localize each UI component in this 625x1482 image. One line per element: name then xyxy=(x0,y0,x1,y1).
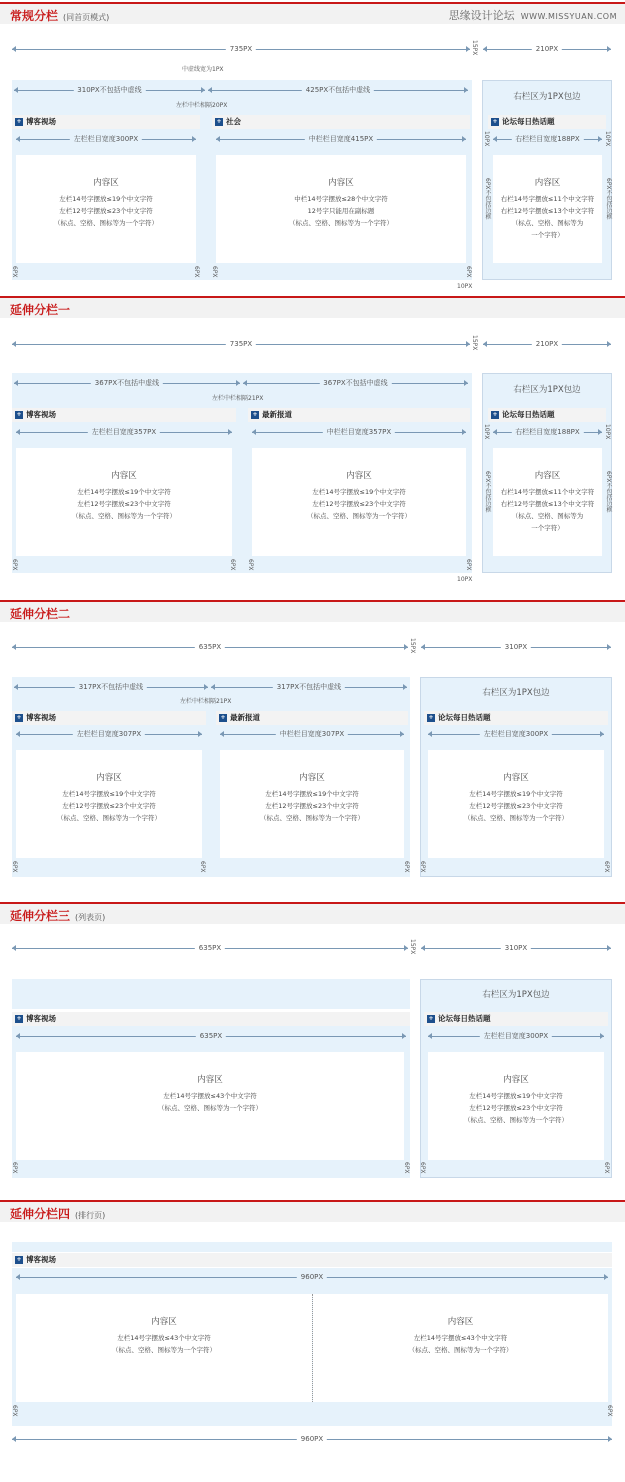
right-margin-note: 6PX不包括边框 xyxy=(484,178,491,220)
px6-label: 6PX xyxy=(603,1162,610,1174)
px6-label: 6PX xyxy=(11,861,18,873)
dim-317: 317PX不包括中虚线 xyxy=(14,683,208,692)
section-title: 延伸分栏一 xyxy=(10,303,71,317)
dim-735: 735PX xyxy=(12,340,470,349)
section-title: 常规分栏 (同首页模式) xyxy=(10,9,110,23)
dim-box3-width: 右栏栏目宽度188PX xyxy=(493,428,602,437)
plus-icon: + xyxy=(216,118,222,125)
gap-note: 左栏中栏相隔21PX xyxy=(180,698,232,705)
right-box-title: 右栏区为1PX包边 xyxy=(482,688,550,698)
plus-icon: + xyxy=(220,714,226,721)
plus-icon: + xyxy=(428,714,434,721)
px10-vlabel: 10PX xyxy=(604,131,611,147)
dim-635: 635PX xyxy=(12,944,408,953)
dim-box1-width: 左栏栏目宽度300PX xyxy=(16,135,196,144)
s4-box3-titlebar: + 论坛每日热话题 xyxy=(424,1012,608,1026)
right-margin-note: 6PX不包括边框 xyxy=(484,471,491,513)
section-header-ext2 xyxy=(0,600,625,622)
section-subtitle: (列表页) xyxy=(75,913,106,922)
px10-vlabel: 10PX xyxy=(483,424,490,440)
dim-735: 735PX xyxy=(12,45,470,54)
plus-icon: + xyxy=(492,411,498,418)
plus-icon: + xyxy=(252,411,258,418)
s3-box3-content: 内容区 左栏14号字摆放≤19个中文字符 左栏12号字摆放≤23个中文字符 （标点、空格、图标等为一个字符） xyxy=(428,750,604,858)
plus-icon: + xyxy=(16,118,22,125)
px10-label: 10PX xyxy=(457,283,473,290)
px6-label: 6PX xyxy=(403,1162,410,1174)
dim-box1-width: 左栏栏目宽度307PX xyxy=(16,730,202,739)
px10-label: 10PX xyxy=(457,576,473,583)
dim-310: 310PX xyxy=(421,944,611,953)
section-title: 延伸分栏二 xyxy=(10,607,71,621)
s3-box1-titlebar: + 博客视场 xyxy=(12,711,206,725)
dim-960: 960PX xyxy=(16,1273,608,1282)
dim-15-label: 15PX xyxy=(409,638,416,654)
plus-icon: + xyxy=(16,1015,22,1022)
px6-label: 6PX xyxy=(603,861,610,873)
s4-box1-titlebar: + 博客视场 xyxy=(12,1012,410,1026)
s3-box2-titlebar: + 最新报道 xyxy=(216,711,408,725)
dim-box3-width: 左栏栏目宽度300PX xyxy=(428,1032,604,1041)
px6-label: 6PX xyxy=(193,266,200,278)
dim-box2-width: 中栏栏目宽度307PX xyxy=(220,730,404,739)
s2-box1-content: 内容区 左栏14号字摆放≤19个中文字符 左栏12号字摆放≤23个中文字符 （标点、空格、图标等为一个字符） xyxy=(16,448,232,556)
px10-vlabel: 10PX xyxy=(604,424,611,440)
s2-box3-content: 内容区 右栏14号字摆放≤11个中文字符 右栏12号字摆放≤13个中文字符 （标点、空格、图标等为 一个字符） xyxy=(493,448,602,556)
s1-box2-titlebar: + 社会 xyxy=(212,115,470,129)
dim-box2-width: 中栏栏目宽度357PX xyxy=(252,428,466,437)
dim-635: 635PX xyxy=(12,643,408,652)
plus-icon: + xyxy=(16,1256,22,1263)
px10-vlabel: 10PX xyxy=(483,131,490,147)
right-margin-note: 6PX不包括边框 xyxy=(605,178,612,220)
gap-note: 左栏中栏相隔21PX xyxy=(212,395,264,402)
px6-label: 6PX xyxy=(11,266,18,278)
px6-label: 6PX xyxy=(465,559,472,571)
px6-label: 6PX xyxy=(11,1405,18,1417)
right-margin-note: 6PX不包括边框 xyxy=(605,471,612,513)
mid-line-note: 中虚线宽为1PX xyxy=(182,66,224,73)
dim-15-label: 15PX xyxy=(409,939,416,955)
section-header-regular xyxy=(0,2,625,24)
s3-box2-content: 内容区 左栏14号字摆放≤19个中文字符 左栏12号字摆放≤23个中文字符 （标点、空格、图标等为一个字符） xyxy=(220,750,404,858)
px6-label: 6PX xyxy=(606,1405,613,1417)
px6-label: 6PX xyxy=(403,861,410,873)
section-title: 延伸分栏四 (排行页) xyxy=(10,1207,106,1221)
gap-note: 左栏中栏相隔20PX xyxy=(176,102,228,109)
dim-box1-width: 635PX xyxy=(16,1032,406,1041)
plus-icon: + xyxy=(16,411,22,418)
s5-box-titlebar: + 博客视场 xyxy=(12,1253,612,1267)
section-header-ext4 xyxy=(0,1200,625,1222)
s4-box1-content: 内容区 左栏14号字摆放≤43个中文字符 （标点、空格、图标等为一个字符） xyxy=(16,1052,404,1160)
s1-box3-titlebar: + 论坛每日热话题 xyxy=(488,115,606,129)
s5-content-left: 内容区 左栏14号字摆放≤43个中文字符 （标点、空格、图标等为一个字符） xyxy=(16,1294,312,1402)
dim-15-label: 15PX xyxy=(471,40,478,56)
s1-box1-titlebar: + 博客视场 xyxy=(12,115,200,129)
dim-317: 317PX不包括中虚线 xyxy=(211,683,407,692)
dim-367: 367PX不包括中虚线 xyxy=(243,379,468,388)
px6-label: 6PX xyxy=(229,559,236,571)
right-box-title: 右栏区为1PX包边 xyxy=(513,92,581,102)
plus-icon: + xyxy=(428,1015,434,1022)
dim-367: 367PX不包括中虚线 xyxy=(14,379,240,388)
dim-210: 210PX xyxy=(483,45,611,54)
s5-top-strip xyxy=(12,1242,612,1252)
dim-15-label: 15PX xyxy=(471,335,478,351)
s1-box3-content: 内容区 右栏14号字摆放≤11个中文字符 右栏12号字摆放≤13个中文字符 （标点、空格、图标等为 一个字符） xyxy=(493,155,602,263)
plus-icon: + xyxy=(492,118,498,125)
right-box-title: 右栏区为1PX包边 xyxy=(482,990,550,1000)
s2-box3-titlebar: + 论坛每日热话题 xyxy=(488,408,606,422)
dim-960-bottom: 960PX xyxy=(12,1435,612,1444)
section-title: 延伸分栏三 (列表页) xyxy=(10,909,106,923)
s2-box1-titlebar: + 博客视场 xyxy=(12,408,236,422)
dim-box1-width: 左栏栏目宽度357PX xyxy=(16,428,232,437)
section-subtitle: (排行页) xyxy=(75,1211,106,1220)
right-box-title: 右栏区为1PX包边 xyxy=(513,385,581,395)
s1-box2-content: 内容区 中栏14号字摆放≤28个中文字符 12号字只能用在副标题 （标点、空格、图标等为一个字符） xyxy=(216,155,466,263)
s2-box2-titlebar: + 最新报道 xyxy=(248,408,470,422)
dim-box3-width: 左栏栏目宽度300PX xyxy=(428,730,604,739)
s5-content-right: 内容区 左栏14号字摆放≤43个中文字符 （标点、空格、图标等为一个字符） xyxy=(313,1294,608,1402)
dim-210: 210PX xyxy=(483,340,611,349)
px6-label: 6PX xyxy=(199,861,206,873)
dim-310: 310PX不包括中虚线 xyxy=(14,86,205,95)
plus-icon: + xyxy=(16,714,22,721)
px6-label: 6PX xyxy=(11,1162,18,1174)
s4-box3-content: 内容区 左栏14号字摆放≤19个中文字符 左栏12号字摆放≤23个中文字符 （标点、空格、图标等为一个字符） xyxy=(428,1052,604,1160)
px6-label: 6PX xyxy=(465,266,472,278)
s1-box1-content: 内容区 左栏14号字摆放≤19个中文字符 左栏12号字摆放≤23个中文字符 （标点、空格、图标等为一个字符） xyxy=(16,155,196,263)
px6-label: 6PX xyxy=(211,266,218,278)
s3-box3-titlebar: + 论坛每日热话题 xyxy=(424,711,608,725)
section-subtitle: (同首页模式) xyxy=(63,13,110,22)
px6-label: 6PX xyxy=(247,559,254,571)
watermark: 思缘设计论坛 WWW.MISSYUAN.COM xyxy=(448,9,617,22)
px6-label: 6PX xyxy=(419,861,426,873)
s2-box2-content: 内容区 左栏14号字摆放≤19个中文字符 左栏12号字摆放≤23个中文字符 （标点、空格、图标等为一个字符） xyxy=(252,448,466,556)
dim-310: 310PX xyxy=(421,643,611,652)
dim-box3-width: 右栏栏目宽度188PX xyxy=(493,135,602,144)
px6-label: 6PX xyxy=(11,559,18,571)
dim-425: 425PX不包括中虚线 xyxy=(208,86,468,95)
px6-label: 6PX xyxy=(419,1162,426,1174)
dim-box2-width: 中栏栏目宽度415PX xyxy=(216,135,466,144)
section-header-ext1 xyxy=(0,296,625,318)
section-header-ext3 xyxy=(0,902,625,924)
s4-left-top xyxy=(12,979,410,1009)
s3-box1-content: 内容区 左栏14号字摆放≤19个中文字符 左栏12号字摆放≤23个中文字符 （标点、空格、图标等为一个字符） xyxy=(16,750,202,858)
